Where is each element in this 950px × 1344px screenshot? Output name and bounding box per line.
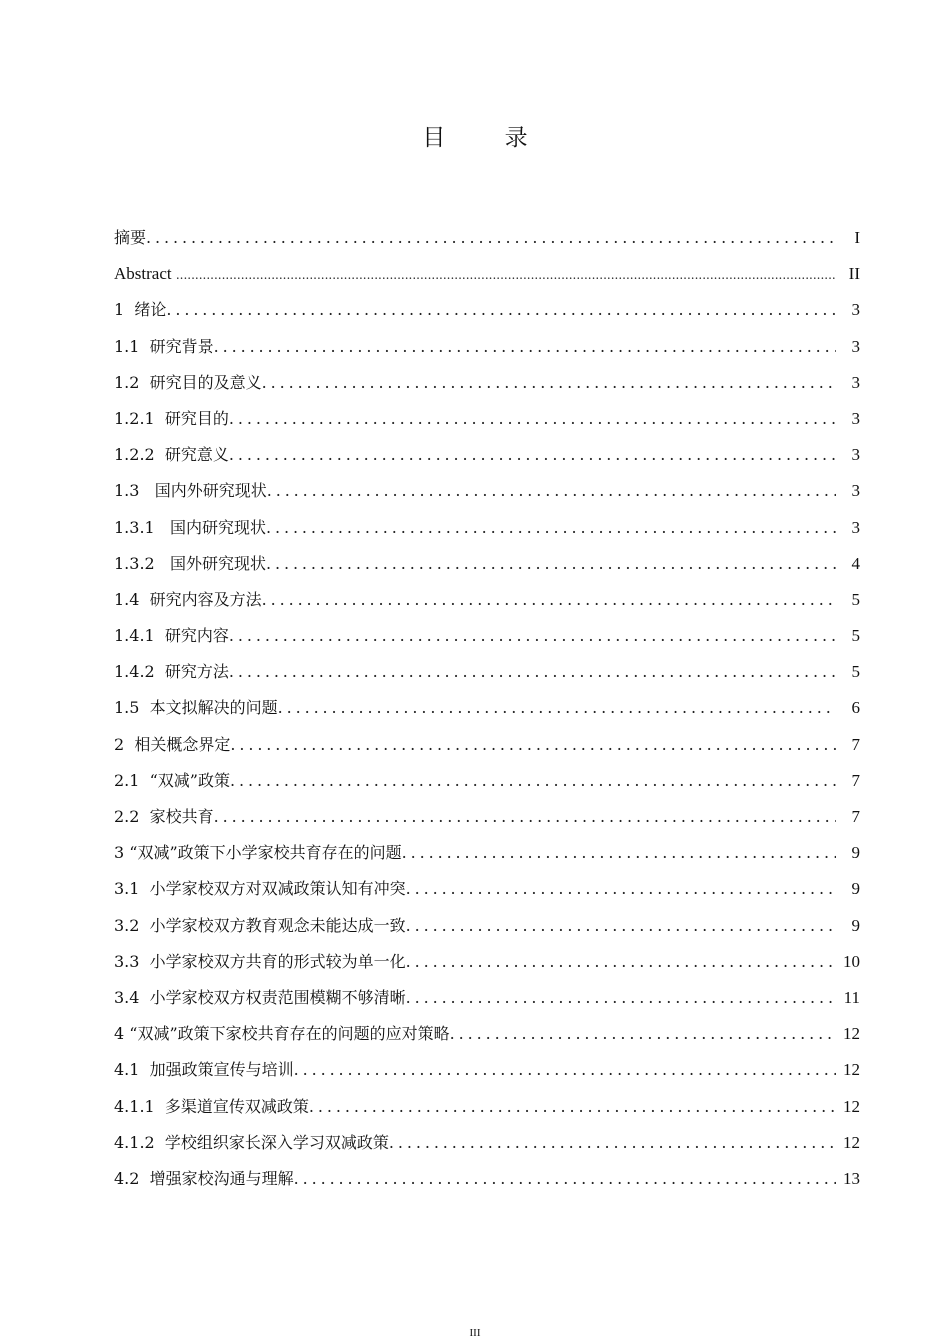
toc-entry-page: 9 bbox=[851, 879, 860, 899]
toc-entry[interactable] bbox=[114, 516, 860, 552]
toc-entry-page: 3 bbox=[851, 408, 860, 428]
toc-entry[interactable] bbox=[114, 950, 860, 986]
toc-entry-label: 1.3 国内外研究现状 bbox=[114, 481, 267, 501]
toc-entry[interactable] bbox=[114, 1095, 860, 1131]
toc-entry-label: 1.3.1 国内研究现状 bbox=[114, 517, 266, 537]
toc-entry-page: 9 bbox=[851, 843, 860, 863]
table-of-contents bbox=[114, 226, 860, 1205]
toc-dot-leader bbox=[166, 298, 836, 322]
toc-entry[interactable] bbox=[114, 443, 860, 479]
toc-entry-page: 7 bbox=[851, 807, 860, 826]
toc-dot-leader bbox=[229, 443, 836, 467]
toc-dot-leader bbox=[266, 552, 836, 576]
toc-entry[interactable] bbox=[114, 841, 860, 877]
toc-entry-page: 13 bbox=[843, 1168, 860, 1188]
toc-entry-page: 7 bbox=[851, 770, 860, 790]
toc-entry-page: 12 bbox=[843, 1060, 860, 1080]
toc-entry-page: 3 bbox=[851, 336, 860, 356]
toc-entry-label: 4.1.2 学校组织家长深入学习双减政策 bbox=[114, 1132, 389, 1152]
toc-entry-page: 7 bbox=[851, 734, 860, 754]
toc-dot-leader bbox=[406, 950, 836, 974]
toc-entry[interactable] bbox=[114, 624, 860, 660]
toc-entry[interactable] bbox=[114, 914, 860, 950]
toc-entry-label: 1.1 研究背景 bbox=[114, 336, 214, 356]
toc-dot-leader bbox=[294, 1058, 836, 1082]
toc-dot-leader bbox=[176, 263, 836, 287]
toc-entry-label: 2.1 “双减”政策 bbox=[114, 770, 230, 790]
toc-entry-label: 1.3.2 国外研究现状 bbox=[114, 553, 266, 573]
toc-entry-page: 3 bbox=[851, 517, 860, 537]
toc-entry[interactable] bbox=[114, 805, 860, 841]
toc-entry[interactable] bbox=[114, 986, 860, 1022]
toc-entry-page: 12 bbox=[843, 1096, 860, 1116]
toc-entry-page: 5 bbox=[851, 626, 860, 646]
toc-dot-leader bbox=[450, 1022, 836, 1046]
toc-dot-leader bbox=[309, 1095, 836, 1119]
toc-entry-page: 3 bbox=[851, 445, 860, 465]
toc-entry-page: 3 bbox=[851, 300, 860, 320]
toc-entry-label: 2.2 家校共育 bbox=[114, 807, 214, 826]
toc-entry[interactable] bbox=[114, 769, 860, 805]
toc-entry[interactable] bbox=[114, 1167, 860, 1205]
toc-entry[interactable] bbox=[114, 479, 860, 515]
toc-entry-label: 1.2.2 研究意义 bbox=[114, 445, 229, 465]
toc-dot-leader bbox=[406, 877, 836, 901]
toc-entry-label: 4.1 加强政策宣传与培训 bbox=[114, 1060, 294, 1080]
toc-dot-leader bbox=[229, 624, 836, 648]
toc-entry-label: 2 相关概念界定 bbox=[114, 734, 231, 754]
toc-entry[interactable] bbox=[114, 1058, 860, 1094]
toc-entry[interactable] bbox=[114, 552, 860, 588]
toc-dot-leader bbox=[230, 769, 836, 793]
toc-entry-page: 11 bbox=[843, 987, 860, 1007]
page-title: 目 录 bbox=[422, 125, 554, 151]
toc-entry[interactable] bbox=[114, 226, 860, 262]
toc-entry[interactable] bbox=[114, 335, 860, 371]
toc-entry-page: 9 bbox=[851, 915, 860, 935]
toc-entry-label: 1 绪论 bbox=[114, 300, 167, 320]
toc-entry-label: 1.2 研究目的及意义 bbox=[114, 372, 262, 392]
toc-dot-leader bbox=[266, 516, 836, 540]
toc-entry[interactable] bbox=[114, 1131, 860, 1167]
toc-entry[interactable] bbox=[114, 371, 860, 407]
toc-entry-page: 4 bbox=[851, 553, 860, 573]
toc-dot-leader bbox=[406, 986, 836, 1010]
toc-entry-page: 12 bbox=[843, 1132, 860, 1152]
toc-entry-label: 1.4.2 研究方法 bbox=[114, 662, 229, 682]
toc-entry-page: 12 bbox=[843, 1024, 860, 1044]
toc-entry-page: 5 bbox=[851, 662, 860, 682]
toc-entry-page: 10 bbox=[843, 951, 860, 971]
toc-entry[interactable] bbox=[114, 696, 860, 732]
toc-dot-leader bbox=[389, 1131, 836, 1155]
toc-dot-leader bbox=[294, 1167, 836, 1191]
toc-entry[interactable] bbox=[114, 262, 860, 298]
toc-entry-page: II bbox=[848, 264, 860, 284]
toc-entry-label: 3.1 小学家校双方对双减政策认知有冲突 bbox=[114, 879, 406, 899]
toc-dot-leader bbox=[229, 407, 836, 431]
toc-entry-page: 5 bbox=[851, 589, 860, 609]
toc-entry-label: 1.2.1 研究目的 bbox=[114, 408, 229, 428]
toc-entry[interactable] bbox=[114, 588, 860, 624]
toc-entry[interactable] bbox=[114, 407, 860, 443]
toc-entry-page: 3 bbox=[851, 372, 860, 392]
toc-entry-page: 6 bbox=[851, 698, 860, 718]
toc-entry-page: 3 bbox=[851, 481, 860, 501]
toc-entry-label: 摘要 bbox=[114, 228, 147, 247]
page-number: III bbox=[469, 1327, 481, 1339]
toc-entry-label: 1.4 研究内容及方法 bbox=[114, 589, 262, 609]
toc-entry-label: 1.5 本文拟解决的问题 bbox=[114, 698, 278, 718]
toc-entry-label: 3.3 小学家校双方共育的形式较为单一化 bbox=[114, 951, 406, 971]
toc-dot-leader bbox=[262, 371, 836, 395]
toc-dot-leader bbox=[230, 733, 836, 757]
toc-entry-label: 4.2 增强家校沟通与理解 bbox=[114, 1168, 294, 1188]
toc-entry-label: 3 “双减”政策下小学家校共育存在的问题 bbox=[114, 843, 402, 863]
toc-dot-leader bbox=[267, 479, 836, 503]
toc-dot-leader bbox=[278, 696, 836, 720]
toc-dot-leader bbox=[229, 660, 836, 684]
toc-entry-label: Abstract bbox=[114, 264, 176, 284]
toc-entry-label: 3.2 小学家校双方教育观念未能达成一致 bbox=[114, 915, 406, 935]
toc-entry[interactable] bbox=[114, 733, 860, 769]
toc-entry-label: 1.4.1 研究内容 bbox=[114, 626, 229, 646]
toc-entry-page: I bbox=[854, 228, 860, 247]
toc-entry-label: 4.1.1 多渠道宣传双减政策 bbox=[114, 1096, 309, 1116]
toc-entry-label: 3.4 小学家校双方权责范围模糊不够清晰 bbox=[114, 987, 406, 1007]
toc-dot-leader bbox=[406, 914, 836, 938]
toc-entry-label: 4 “双减”政策下家校共育存在的问题的应对策略 bbox=[114, 1024, 450, 1044]
toc-dot-leader bbox=[214, 805, 836, 829]
toc-dot-leader bbox=[402, 841, 836, 865]
toc-entry[interactable] bbox=[114, 1022, 860, 1058]
toc-dot-leader bbox=[262, 588, 836, 612]
toc-dot-leader bbox=[214, 335, 836, 359]
toc-entry[interactable] bbox=[114, 298, 860, 334]
toc-entry[interactable] bbox=[114, 877, 860, 913]
toc-dot-leader bbox=[146, 226, 836, 250]
toc-entry[interactable] bbox=[114, 660, 860, 696]
